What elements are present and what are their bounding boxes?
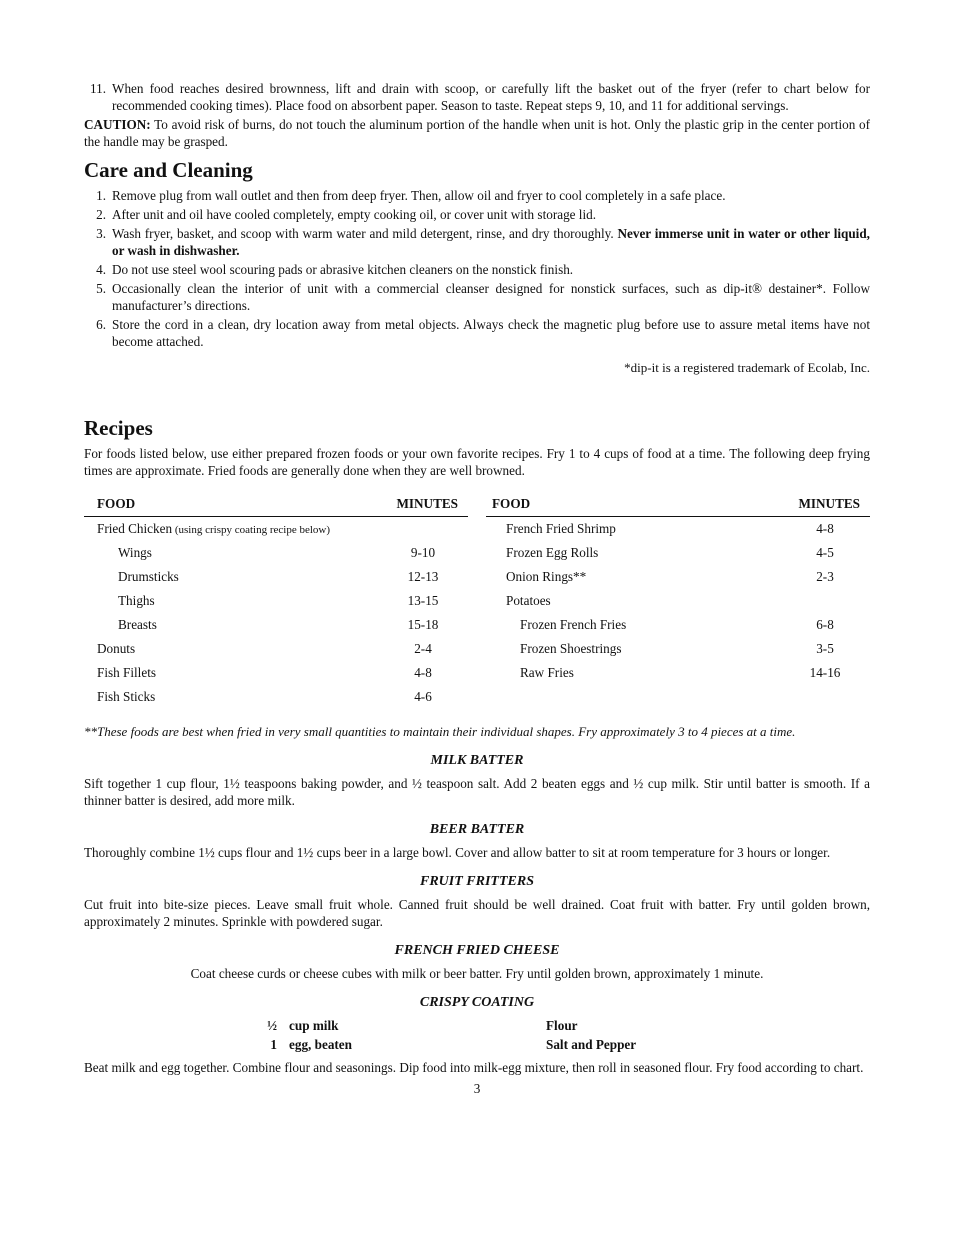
minutes-column-header: MINUTES <box>396 496 458 511</box>
step-number: 4. <box>96 262 106 277</box>
food-note: (using crispy coating recipe below) <box>172 524 331 536</box>
french-fried-cheese-title: FRENCH FRIED CHEESE <box>394 943 560 958</box>
ingredient-other: Salt and Pepper <box>546 1037 637 1052</box>
food-name: Frozen French Fries <box>520 617 627 632</box>
care-cleaning-heading: Care and Cleaning <box>84 158 253 182</box>
crispy-coating-ingredients <box>84 1017 870 1053</box>
care-step-3 <box>84 225 870 259</box>
table-footnote: **These foods are best when fried in very small quantities to maintain their individual shapes. Fry approximately 3 to 4 pieces at a time. <box>84 724 796 739</box>
step-text: When food reaches desired brownness, lift and drain with scoop, or carefully lift the basket out of the fryer (refer to chart below for recommended cooking times). Place food on absorbent paper. Season to taste. Repeat steps 9, 10, and 11 for additional servings. <box>112 81 870 113</box>
food-name: French Fried Shrimp <box>506 521 616 536</box>
step-number: 1. <box>96 188 106 203</box>
food-name: Thighs <box>118 593 155 608</box>
food-cell <box>97 517 330 541</box>
minutes-cell: 12-13 <box>407 569 439 584</box>
food-name: Potatoes <box>506 593 551 608</box>
table-row <box>84 661 468 685</box>
care-step-4 <box>84 261 870 278</box>
food-cell <box>506 589 551 613</box>
food-cell <box>97 565 179 589</box>
table-row <box>84 613 468 637</box>
step-text: Do not use steel wool scouring pads or abrasive kitchen cleaners on the nonstick finish. <box>112 262 574 277</box>
page-number: 3 <box>473 1081 481 1096</box>
food-cell <box>97 661 156 685</box>
food-name: Breasts <box>118 617 157 632</box>
french-fried-cheese-text: Coat cheese curds or cheese cubes with milk or beer batter. Fry until golden brown, approximately 1 minute. <box>190 966 764 981</box>
food-name: Onion Rings** <box>506 569 587 584</box>
step-11 <box>84 80 870 114</box>
step-number: 2. <box>96 207 106 222</box>
minutes-cell: 14-16 <box>809 665 841 680</box>
milk-batter-text: Sift together 1 cup flour, 1½ teaspoons baking powder, and ½ teaspoon salt. Add 2 beaten eggs and ½ cup milk. Stir until batter is smooth. If a thinner batter is desired, add more milk. <box>84 776 870 808</box>
minutes-cell: 6-8 <box>816 617 834 632</box>
crispy-coating-text: Beat milk and egg together. Combine flour and seasonings. Dip food into milk-egg mixture, then roll in seasoned flour. Fry food according to chart. <box>84 1060 864 1075</box>
step-warning: Never immerse unit in water or other liquid, or wash in dishwasher. <box>112 226 870 258</box>
food-name: Raw Fries <box>520 665 574 680</box>
care-step-1 <box>84 187 870 204</box>
food-name: Frozen Shoestrings <box>520 641 622 656</box>
beer-batter-title: BEER BATTER <box>429 822 525 837</box>
food-cell <box>97 541 152 565</box>
food-cell <box>97 613 157 637</box>
ingredient-row <box>84 1036 870 1053</box>
table-row <box>486 613 870 637</box>
food-name: Donuts <box>97 641 136 656</box>
manual-page <box>84 80 870 1097</box>
ingredient-row <box>84 1017 870 1034</box>
table-row <box>84 637 468 661</box>
table-row <box>84 589 468 613</box>
food-cell <box>97 589 155 613</box>
crispy-coating-title: CRISPY COATING <box>419 995 535 1010</box>
fruit-fritters-text: Cut fruit into bite-size pieces. Leave small fruit whole. Canned fruit should be well drained. Coat fruit with batter. Fry until golden brown, approximately 2 minutes. Sprinkle with powdered sugar. <box>84 897 870 929</box>
minutes-cell: 15-18 <box>407 617 439 632</box>
food-name: Fried Chicken <box>97 521 173 536</box>
table-row <box>84 565 468 589</box>
food-column-header: FOOD <box>97 496 136 511</box>
food-name: Wings <box>118 545 152 560</box>
ingredient-quantity: ½ <box>267 1018 277 1033</box>
table-row <box>486 661 870 685</box>
food-cell <box>506 541 598 565</box>
step-list-continued <box>84 80 870 114</box>
food-column-header: FOOD <box>492 496 531 511</box>
food-cell <box>97 685 155 709</box>
table-row <box>486 565 870 589</box>
food-name: Drumsticks <box>118 569 179 584</box>
minutes-cell: 9-10 <box>410 545 436 560</box>
table-header <box>84 495 468 517</box>
beer-batter-text: Thoroughly combine 1½ cups flour and 1½ cups beer in a large bowl. Cover and allow batter to sit at room temperature for 3 hours or longer. <box>84 845 831 860</box>
step-text: After unit and oil have cooled completely, empty cooking oil, or cover unit with storage lid. <box>112 207 597 222</box>
table-row <box>486 517 870 541</box>
food-name: Fish Sticks <box>97 689 156 704</box>
food-name: Fish Fillets <box>97 665 156 680</box>
care-cleaning-list <box>84 187 870 350</box>
table-row <box>84 541 468 565</box>
table-row <box>486 589 870 613</box>
milk-batter-title: MILK BATTER <box>430 753 524 768</box>
frying-table-right <box>486 495 870 709</box>
minutes-cell: 4-8 <box>816 521 834 536</box>
food-cell <box>506 661 574 685</box>
table-header <box>486 495 870 517</box>
minutes-cell <box>378 517 468 541</box>
step-number: 3. <box>96 226 106 241</box>
minutes-cell: 4-5 <box>816 545 834 560</box>
step-text: Occasionally clean the interior of unit with a commercial cleanser designed for nonstick surfaces, such as dip-it® destainer*. Follow manufacturer’s directions. <box>112 281 870 313</box>
step-text: Store the cord in a clean, dry location away from metal objects. Always check the magnetic plug before use to assure metal items have not become attached. <box>112 317 870 349</box>
frying-table-left <box>84 495 468 709</box>
care-step-6 <box>84 316 870 350</box>
food-cell <box>506 637 621 661</box>
ingredient-item: egg, beaten <box>289 1037 352 1052</box>
minutes-cell <box>780 589 870 613</box>
step-number: 5. <box>96 281 106 296</box>
caution-label: CAUTION: <box>84 117 151 132</box>
care-step-2 <box>84 206 870 223</box>
frying-times-tables <box>84 495 870 709</box>
caution-note <box>84 116 870 150</box>
trademark-note: *dip-it is a registered trademark of Ecolab, Inc. <box>624 360 870 375</box>
food-name: Frozen Egg Rolls <box>506 545 599 560</box>
table-row <box>84 685 468 709</box>
food-cell <box>506 517 616 541</box>
recipes-heading: Recipes <box>84 416 153 440</box>
table-row <box>486 637 870 661</box>
minutes-cell: 2-4 <box>414 641 432 656</box>
table-body <box>486 517 870 685</box>
care-step-5 <box>84 280 870 314</box>
food-cell <box>506 565 586 589</box>
minutes-cell: 13-15 <box>407 593 439 608</box>
food-cell <box>97 637 135 661</box>
minutes-cell: 4-8 <box>414 665 432 680</box>
minutes-cell: 2-3 <box>816 569 834 584</box>
table-row <box>486 541 870 565</box>
table-row <box>84 517 468 541</box>
table-body <box>84 517 468 709</box>
ingredient-quantity: 1 <box>270 1037 277 1052</box>
caution-text: To avoid risk of burns, do not touch the aluminum portion of the handle when unit is hot. Only the plastic grip in the center portion of the handle may be grasped. <box>84 117 870 149</box>
food-cell <box>506 613 626 637</box>
step-text: Wash fryer, basket, and scoop with warm water and mild detergent, rinse, and dry thoroughly. <box>112 226 618 241</box>
step-number: 6. <box>96 317 106 332</box>
minutes-cell: 3-5 <box>816 641 834 656</box>
minutes-cell: 4-6 <box>414 689 432 704</box>
recipes-intro: For foods listed below, use either prepared frozen foods or your own favorite recipes. Fry 1 to 4 cups of food at a time. The following deep frying times are approximate. Fried foods are generally done when they are well browned. <box>84 446 870 478</box>
ingredient-item: cup milk <box>289 1018 339 1033</box>
minutes-column-header: MINUTES <box>798 496 860 511</box>
fruit-fritters-title: FRUIT FRITTERS <box>420 874 534 889</box>
step-number: 11. <box>90 81 106 96</box>
step-text: Remove plug from wall outlet and then from deep fryer. Then, allow oil and fryer to cool completely in a safe place. <box>112 188 726 203</box>
ingredient-other: Flour <box>546 1018 578 1033</box>
